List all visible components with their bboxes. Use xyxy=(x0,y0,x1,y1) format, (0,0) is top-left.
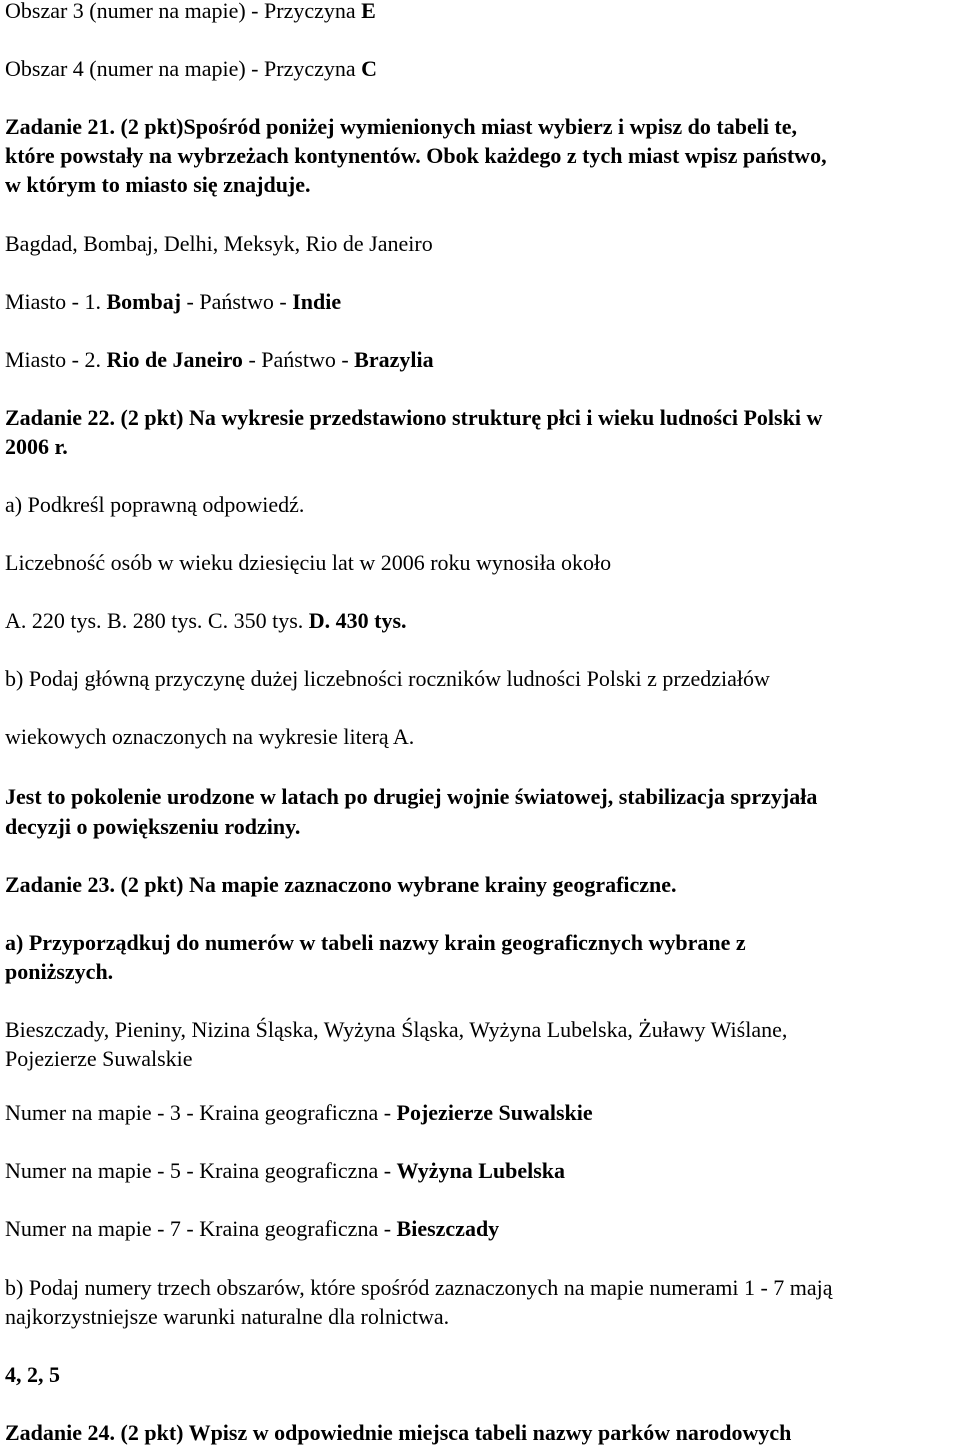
task-23-b-answer: 4, 2, 5 xyxy=(5,1362,60,1387)
task-22-answer-line-1: Jest to pokolenie urodzone w latach po drugiej wojnie światowej, stabilizacja sprzyjała xyxy=(5,784,818,809)
task-22-text-line-1: Zadanie 22. (2 pkt) Na wykresie przedstawiono strukturę płci i wieku ludności Polski w xyxy=(5,405,823,430)
task-21-text-line-2: które powstały na wybrzeżach kontynentów. Obok każdego z tych miast wpisz państwo, xyxy=(5,143,827,168)
task-22-text-line-2: 2006 r. xyxy=(5,434,68,459)
task-23-list-line-2: Pojezierze Suwalskie xyxy=(5,1046,193,1071)
obszar-4-prefix: Obszar 4 (numer na mapie) - Przyczyna xyxy=(5,56,362,81)
task-22-a-options xyxy=(5,606,407,636)
task-23-row-2-prefix: Numer na mapie - 5 - Kraina geograficzna - xyxy=(5,1158,397,1183)
task-21-row-2-prefix: Miasto - 2. xyxy=(5,347,107,372)
task-21-row-2-mid: - Państwo - xyxy=(242,347,355,372)
task-22-answer-line-2: decyzji o powiększeniu rodziny. xyxy=(5,814,301,839)
task-22-b-line-1: b) Podaj główną przyczynę dużej liczebności roczników ludności Polski z przedziałów xyxy=(5,666,770,691)
task-21-row-2 xyxy=(5,345,434,375)
task-21-row-1-country: Indie xyxy=(292,289,342,314)
task-22-option-answer: D. 430 tys. xyxy=(308,608,407,633)
task-23-row-3-answer: Bieszczady xyxy=(396,1216,500,1241)
task-23-row-3 xyxy=(5,1214,499,1244)
task-23-row-2-answer: Wyżyna Lubelska xyxy=(396,1158,566,1183)
obszar-3-answer: E xyxy=(361,0,376,23)
task-23-row-1-answer: Pojezierze Suwalskie xyxy=(396,1100,593,1125)
task-23-row-1 xyxy=(5,1098,593,1128)
task-23-b-line-2: najkorzystniejsze warunki naturalne dla rolnictwa. xyxy=(5,1304,450,1329)
task-21-row-1-mid: - Państwo - xyxy=(181,289,293,314)
obszar-4-answer: C xyxy=(361,56,378,81)
task-23-a-line-2: poniższych. xyxy=(5,959,114,984)
task-21-row-2-city: Rio de Janeiro xyxy=(106,347,243,372)
obszar-4-line xyxy=(5,54,377,84)
task-22-options-plain: A. 220 tys. B. 280 tys. C. 350 tys. xyxy=(5,608,309,633)
task-21-city-list: Bagdad, Bombaj, Delhi, Meksyk, Rio de Janeiro xyxy=(5,231,433,256)
task-22-b-line-2: wiekowych oznaczonych na wykresie literą A. xyxy=(5,724,415,749)
obszar-3-prefix: Obszar 3 (numer na mapie) - Przyczyna xyxy=(5,0,362,23)
task-23-list-line-1: Bieszczady, Pieniny, Nizina Śląska, Wyżyna Śląska, Wyżyna Lubelska, Żuławy Wiślane, xyxy=(5,1017,788,1042)
task-21-text-line-3: w którym to miasto się znajduje. xyxy=(5,172,311,197)
task-21-text-line-1: Zadanie 21. (2 pkt)Spośród poniżej wymienionych miast wybierz i wpisz do tabeli te, xyxy=(5,114,798,139)
task-23-a-line-1: a) Przyporządkuj do numerów w tabeli nazwy krain geograficznych wybrane z xyxy=(5,930,746,955)
task-21-row-2-country: Brazylia xyxy=(354,347,434,372)
task-21-row-1 xyxy=(5,287,341,317)
task-21-row-1-city: Bombaj xyxy=(106,289,182,314)
task-23-row-3-prefix: Numer na mapie - 7 - Kraina geograficzna - xyxy=(5,1216,397,1241)
task-21-row-1-prefix: Miasto - 1. xyxy=(5,289,107,314)
task-23-b-line-1: b) Podaj numery trzech obszarów, które spośród zaznaczonych na mapie numerami 1 - 7 mają xyxy=(5,1275,833,1300)
task-23-row-2 xyxy=(5,1156,565,1186)
task-23-title: Zadanie 23. (2 pkt) Na mapie zaznaczono wybrane krainy geograficzne. xyxy=(5,872,677,897)
obszar-3-line xyxy=(5,0,376,26)
task-22-a-question: Liczebność osób w wieku dziesięciu lat w 2006 roku wynosiła około xyxy=(5,550,612,575)
task-22-a-label: a) Podkreśl poprawną odpowiedź. xyxy=(5,492,305,517)
task-23-row-1-prefix: Numer na mapie - 3 - Kraina geograficzna - xyxy=(5,1100,397,1125)
task-24-title: Zadanie 24. (2 pkt) Wpisz w odpowiednie miejsca tabeli nazwy parków narodowych xyxy=(5,1420,792,1445)
